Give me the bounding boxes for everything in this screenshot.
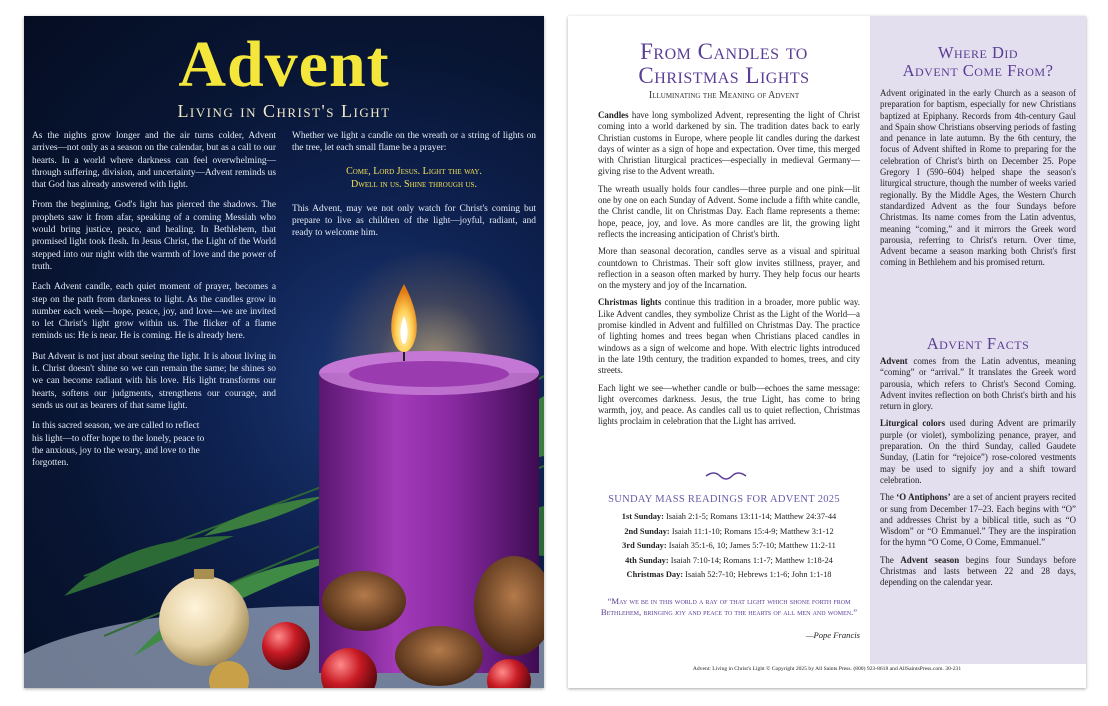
fact-lead: Advent <box>880 356 908 366</box>
christmas-lights-lead: Christmas lights <box>598 297 662 308</box>
reading-label: 3rd Sunday: <box>622 541 667 551</box>
left-column-1 <box>32 130 276 477</box>
article-paragraph-4 <box>598 297 860 376</box>
reading-text: Isaiah 7:10-14; Romans 1:1-7; Matthew 1:18-24 <box>668 555 833 565</box>
fact-2 <box>880 418 1076 486</box>
left-column-2 <box>292 130 536 247</box>
article-paragraph-5: Each light we see—whether candle or bulb—echoes the same message: light overcomes darkness. Jesus, the true Light, has come to bring warmth, joy, and peace. As candles call us to quiet reflection, Christmas lights proclaim in celebration that the Light has arrived. <box>598 382 860 427</box>
reading-label: 2nd Sunday: <box>624 526 670 536</box>
fact-3 <box>880 492 1076 548</box>
left-paragraph-4: But Advent is not just about seeing the light. It is about living in it. Christ doesn't shine so we can remain the same; he shines so we can become radiant with his love. His light transforms our hearts, softens our judgments, strengthens our courage, and sends us out as bearers of that same light. <box>32 351 276 411</box>
fact-4 <box>880 555 1076 589</box>
readings-heading: SUNDAY MASS READINGS FOR ADVENT 2025 <box>608 494 840 505</box>
prayer-text <box>292 165 536 191</box>
flourish-divider-icon <box>704 470 748 482</box>
reading-row <box>598 554 860 569</box>
origins-heading-line-1: Where Did <box>937 43 1019 62</box>
reading-row <box>598 525 860 540</box>
candles-text: have long symbolized Advent, representing the light of Christ coming into a world darkened by sin. The tradition dates back to early Christian customs in Europe, where people lit candles during the darkest days of winter as a sign of hope and expectation. Over time, this merged with Christian liturgical practices—especially in medieval Germany—giving rise to the Advent wreath. <box>598 110 860 177</box>
christmas-lights-text: continue this tradition in a broader, more public way. Like Advent candles, they symbolize Christ as the Light of the World—a promise kindled in Advent and fulfilled on Christmas Day. The practice of lighting homes and trees began when Christians placed candles in windows as a sign of welcome and hope. With electric lights introduced in the late 19th century, the tradition expanded to homes, trees, and city streets. <box>598 297 860 376</box>
origins-text <box>880 88 1076 275</box>
candles-heading-line-1: From Candles to <box>640 39 808 64</box>
candles-heading <box>582 40 866 88</box>
prayer-intro: Whether we light a candle on the wreath or a string of lights on the tree, let each small flame be a prayer: <box>292 131 536 154</box>
origins-paragraph: Advent originated in the early Church as a season of preparation for baptism, especially for new Christians baptized at Epiphany. Records from 4th-century Gaul and Spain show Christians observing periods of fasting and penance in late autumn. By the 6th century, the focus of Advent shifted in Rome to preparing for the celebration of Christ's birth on December 25. Pope Gregory I (590–604) helped shape the season's liturgical structure, though the number of weeks varied regionally. By the Middle Ages, the Western Church standardized Advent as the four Sundays before Christmas. Its name comes from the Latin adventus, meaning “coming,” and it mirrors the Greek word parousia, referring to Christ's return. Over time, Advent became a season marking both Christ's first coming in Bethlehem and his promised return. <box>880 88 1076 268</box>
reading-text: Isaiah 2:1-5; Romans 13:11-14; Matthew 24:37-44 <box>663 512 837 521</box>
facts-list <box>880 356 1076 595</box>
pope-quote: “May we be in this world a ray of that light which shone forth from Bethlehem, bringing joy and peace to the hearts of all men and women.” <box>600 596 858 617</box>
fact-lead: ‘O Antiphons’ <box>896 492 951 503</box>
facts-heading: Advent Facts <box>926 334 1030 353</box>
fact-text: are a set of ancient prayers recited or sung from December 17–23. Each begins with “O” and addresses Christ by a biblical title, such as “O Wisdom” or “O Emmanuel.” They are the inspiration for the hymn “O Come, O Come, Emmanuel.” <box>880 492 1076 548</box>
fact-text: begins four Sundays before Christmas and lasts between 22 and 28 days, depending on the calendar year. <box>880 554 1076 588</box>
fact-prefix: The <box>880 492 897 503</box>
origins-heading-line-2: Advent Come From? <box>902 61 1054 80</box>
reading-label: 1st Sunday: <box>621 512 664 521</box>
prayer-line-1: Come, Lord Jesus. Light the way. <box>346 165 482 177</box>
fact-text: used during Advent are primarily purple (or violet), symbolizing penance, prayer, and preparation. On the third Sunday, called Gaudete Sunday, (Latin for “rejoice”) rose-colored vestments may be used to signify joy and a shift toward celebration. <box>880 418 1076 485</box>
candles-article <box>598 110 860 434</box>
fact-text: comes from the Latin adventus, meaning “coming” or “arrival.” It translates the Greek word parousia, which refers to Christ's Second Coming. Advent invites reflection on both Christ's birth and his return in glory. <box>880 356 1076 412</box>
fact-lead: Liturgical colors <box>880 418 946 429</box>
left-paragraph-3: Each Advent candle, each quiet moment of prayer, becomes a step on the path from darkness to light. As the candles grow in number each week—hope, peace, joy, and love—we are invited to let Christ's light grow within us. The flicker of a flame reminds us: He is near. He is coming. He is already here. <box>32 282 276 342</box>
article-paragraph-2: The wreath usually holds four candles—three purple and one pink—lit one by one on each Sunday of Advent. Some include a fifth white candle, the Christ candle, lit on Christmas Day. Each flame represents a theme: hope, peace, joy, and love. As more candles are lit, the growing light reflects the increasing anticipation of Christ's birth. <box>598 183 860 239</box>
reading-label: Christmas Day: <box>626 570 684 580</box>
reading-text: Isaiah 35:1-6, 10; James 5:7-10; Matthew 11:2-11 <box>666 541 836 551</box>
fact-lead: Advent season <box>900 554 960 565</box>
reading-label: 4th Sunday: <box>625 555 669 565</box>
fact-1 <box>880 356 1076 412</box>
prayer-line-2: Dwell in us. Shine through us. <box>351 178 477 190</box>
left-closing-paragraph: This Advent, may we not only watch for Christ's coming but prepare to live as children of the light—joyful, radiant, and ready to welcome him. <box>292 203 536 239</box>
reading-text: Isaiah 11:1-10; Romans 15:4-9; Matthew 3:1-12 <box>669 526 834 536</box>
right-page <box>568 16 1086 688</box>
left-paragraph-5: In this sacred season, we are called to reflect his light—to offer hope to the lonely, peace to the anxious, joy to the weary, and love to the forgotten. <box>32 421 205 469</box>
quote-author: —Pope Francis <box>805 630 860 640</box>
article-paragraph-3: More than seasonal decoration, candles serve as a visual and spiritual countdown to Christmas. Their soft glow invites stillness, prayer, and reflection in a season often marked by hurry. They help focus our hearts on the mystery and joy of the Incarnation. <box>598 246 860 291</box>
readings-list <box>598 510 860 583</box>
left-paragraph-2: From the beginning, God's light has pierced the shadows. The prophets saw it from afar, speaking of a coming Messiah who would bring justice, peace, and healing. In Bethlehem, that promised light took flesh. In Jesus Christ, the Light of the World stepped into our night with the warmth of love and the power of truth. <box>32 200 276 272</box>
page-footer: Advent: Living in Christ's Light © Copyright 2025 by All Saints Press. (800) 923-8618 and AllSaintsPress.com. 30-231 <box>692 666 962 672</box>
candles-subheading: Illuminating the Meaning of Advent <box>648 90 800 101</box>
reading-row <box>598 568 860 583</box>
article-paragraph-1 <box>598 110 860 178</box>
origins-heading <box>870 44 1086 80</box>
advent-subtitle: Living in Christ's Light <box>177 101 391 121</box>
reading-text: Isaiah 52:7-10; Hebrews 1:1-6; John 1:1-18 <box>683 570 832 580</box>
left-page <box>24 16 544 688</box>
fact-prefix: The <box>880 554 901 565</box>
candles-heading-line-2: Christmas Lights <box>638 63 810 88</box>
candles-lead: Candles <box>598 110 629 120</box>
reading-row <box>598 510 860 525</box>
left-paragraph-1: As the nights grow longer and the air turns colder, Advent arrives—not only as a season on the calendar, but as a call to our hearts. In a world where darkness can feel overwhelming—through suffering, division, and uncertainty—Advent reminds us that God has already answered with light. <box>32 131 276 191</box>
reading-row <box>598 539 860 554</box>
advent-title: Advent <box>178 28 390 101</box>
